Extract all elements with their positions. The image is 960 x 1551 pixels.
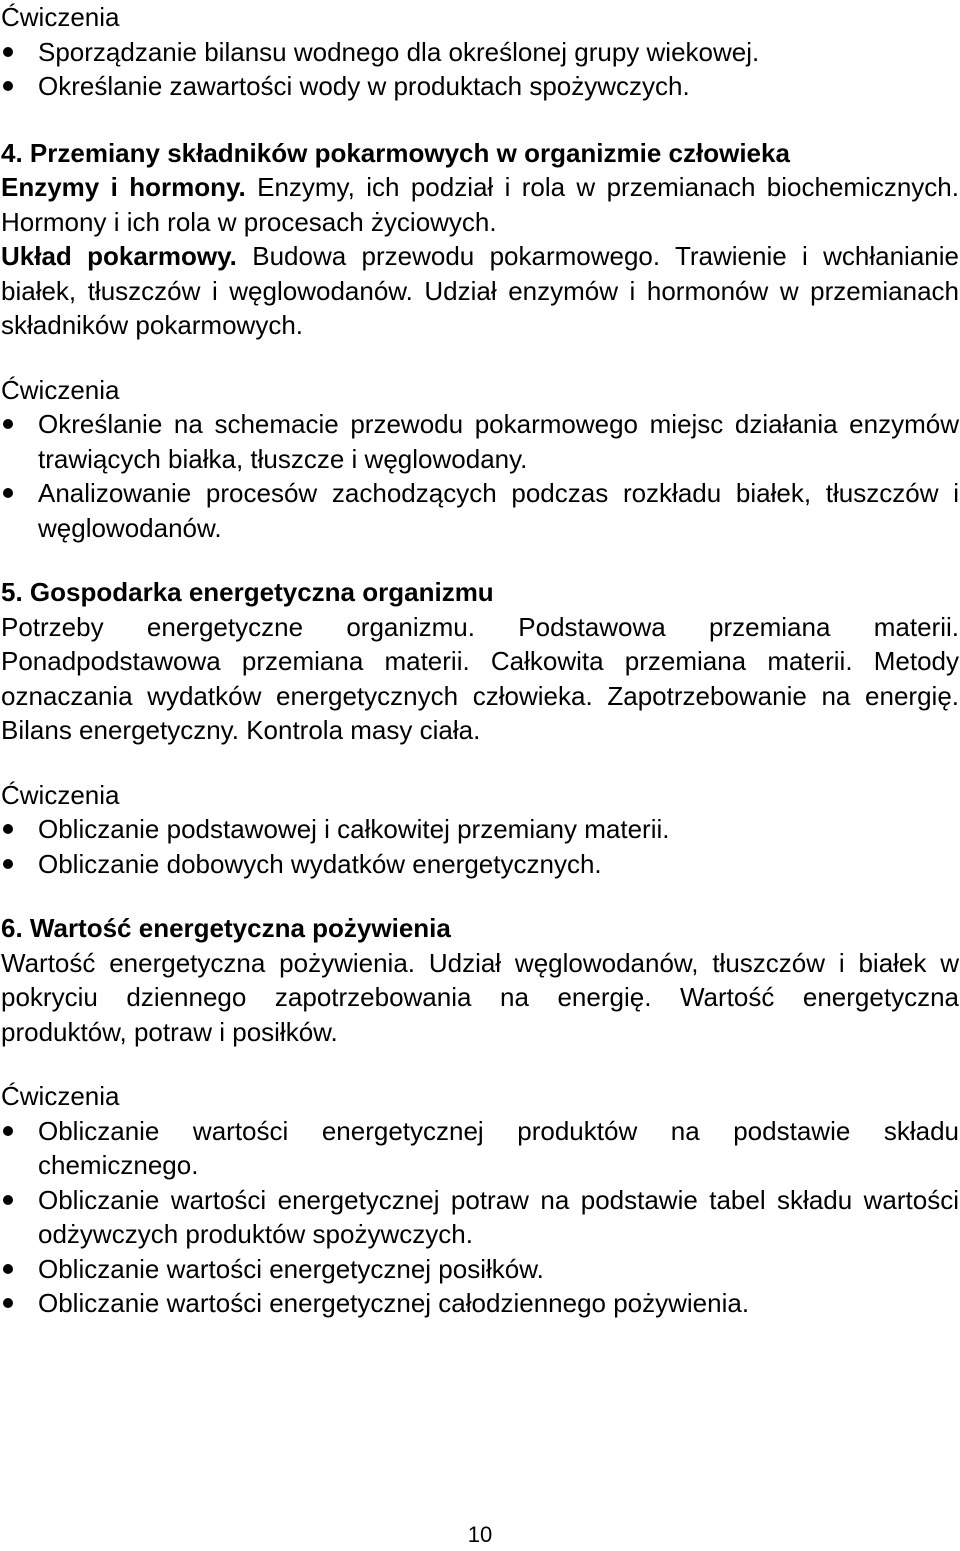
exercises-heading: Ćwiczenia [1, 779, 120, 810]
list-item [1, 1286, 959, 1321]
spacer [1, 881, 959, 911]
list-item-text: Obliczanie dobowych wydatków energetycznych. [38, 848, 602, 879]
bullet-icon [3, 1126, 13, 1136]
list-item [1, 476, 959, 545]
list-item-text: Obliczanie podstawowej i całkowitej przemiany materii. [38, 814, 670, 844]
bullet-icon [3, 419, 13, 429]
section-title: 5. Gospodarka energetyczna organizmu [1, 577, 494, 607]
bullet-icon [3, 1195, 13, 1205]
spacer [1, 748, 959, 778]
exercises-list [1, 35, 959, 104]
list-item-text: Określanie zawartości wody w produktach spożywczych. [38, 71, 690, 101]
list-item [1, 1114, 959, 1183]
topic-text: Budowa przewodu pokarmowego. Trawienie i wchłanianie białek, tłuszczów i węglowodanów. Udział enzymów i hormonów w przemianach składników pokarmowych. [1, 241, 959, 340]
bullet-icon [3, 81, 13, 91]
exercises-list [1, 1114, 959, 1321]
exercises-heading: Ćwiczenia [1, 374, 120, 405]
list-item-text: Obliczanie wartości energetycznej produktów na podstawie składu chemicznego. [38, 1115, 959, 1180]
list-item [1, 407, 959, 476]
list-item-text: Obliczanie wartości energetycznej całodziennego pożywienia. [38, 1288, 750, 1318]
list-item-text: Obliczanie wartości energetycznej posiłków. [38, 1253, 544, 1284]
topic-text: Enzymy, ich podział i rola w przemianach biochemicznych. Hormony i ich rola w procesach życiowych. [1, 172, 959, 237]
page-number: 10 [467, 1522, 493, 1547]
section-title: 6. Wartość energetyczna pożywienia [1, 913, 451, 943]
bullet-icon [3, 824, 13, 834]
list-item [1, 847, 959, 882]
bullet-icon [3, 1264, 13, 1274]
spacer [1, 1049, 959, 1079]
bullet-icon [3, 859, 13, 869]
list-item [1, 35, 959, 70]
list-item [1, 812, 959, 847]
exercises-heading: Ćwiczenia [1, 2, 120, 32]
bullet-icon [3, 47, 13, 57]
list-item [1, 1183, 959, 1252]
list-item-text: Sporządzanie bilansu wodnego dla określonej grupy wiekowej. [38, 36, 760, 67]
bullet-icon [3, 1298, 13, 1308]
list-item [1, 69, 959, 104]
section-title: 4. Przemiany składników pokarmowych w organizmie człowieka [1, 137, 790, 168]
list-item [1, 1252, 959, 1287]
spacer [1, 545, 959, 575]
section-paragraph [1, 170, 959, 239]
list-item-text: Obliczanie wartości energetycznej potraw na podstawie tabel składu wartości odżywczych produktów spożywczych. [38, 1184, 959, 1249]
topic-lead: Układ pokarmowy. [1, 241, 237, 271]
section-paragraph [1, 239, 959, 343]
spacer [1, 343, 959, 373]
exercises-heading: Ćwiczenia [1, 1081, 120, 1111]
bullet-icon [3, 488, 13, 498]
exercises-list [1, 812, 959, 881]
section-paragraph: Potrzeby energetyczne organizmu. Podstawowa przemiana materii. Ponadpodstawowa przemiana materii. Całkowita przemiana materii. Metody oznaczania wydatków energetycznych człowieka. Zapotrzebowanie na energię. Bilans energetyczny. Kontrola masy ciała. [1, 611, 959, 745]
spacer [1, 104, 959, 136]
topic-lead: Enzymy i hormony. [1, 172, 246, 202]
list-item-text: Analizowanie procesów zachodzących podczas rozkładu białek, tłuszczów i węglowodanów. [38, 478, 959, 543]
exercises-list [1, 407, 959, 545]
section-paragraph: Wartość energetyczna pożywienia. Udział węglowodanów, tłuszczów i białek w pokryciu dziennego zapotrzebowania na energię. Wartość energetyczna produktów, potraw i posiłków. [1, 947, 959, 1047]
list-item-text: Określanie na schemacie przewodu pokarmowego miejsc działania enzymów trawiących białka, tłuszcze i węglowodany. [38, 409, 959, 474]
